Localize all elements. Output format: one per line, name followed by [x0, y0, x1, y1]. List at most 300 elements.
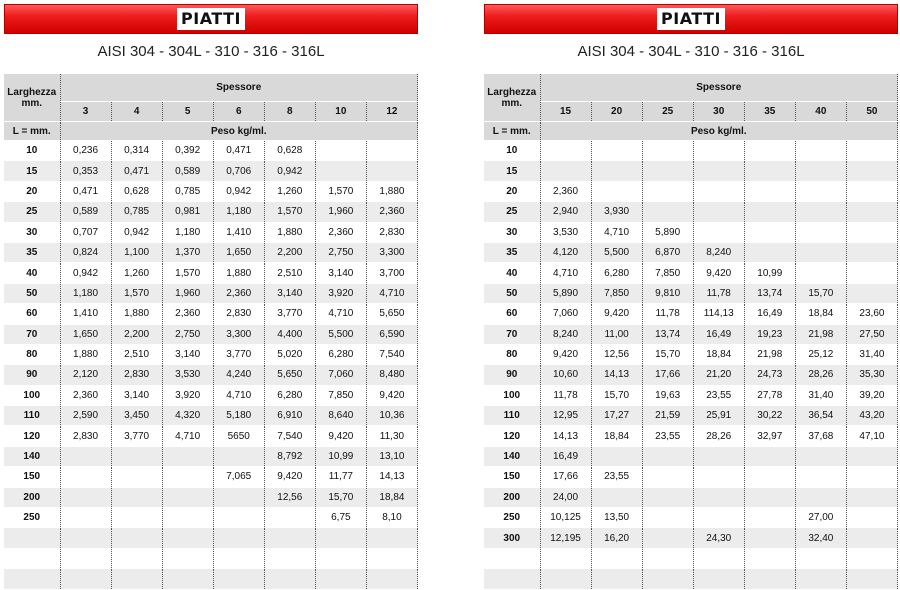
weight-cell	[795, 242, 846, 262]
weight-cell: 18,84	[366, 487, 417, 507]
weight-cell: 21,98	[744, 344, 795, 364]
weight-cell	[693, 548, 744, 568]
weight-cell	[111, 528, 162, 548]
weight-cell: 2,510	[111, 344, 162, 364]
thickness-col-header: 3	[60, 102, 111, 122]
weight-cell: 43,20	[846, 406, 897, 426]
weight-table	[484, 74, 898, 590]
weight-cell: 14,13	[540, 426, 591, 446]
weight-cell	[366, 548, 417, 568]
weight-cell: 16,49	[693, 324, 744, 344]
weight-cell: 6,870	[642, 242, 693, 262]
weight-cell: 3,930	[591, 202, 642, 222]
weight-cell: 0,942	[213, 181, 264, 201]
weight-cell	[591, 141, 642, 161]
table-row	[484, 181, 898, 201]
weight-cell: 3,920	[162, 385, 213, 405]
subtitle: AISI 304 - 304L - 310 - 316 - 316L	[97, 43, 325, 60]
weight-cell	[744, 242, 795, 262]
weight-cell: 3,140	[315, 263, 366, 283]
weight-cell: 27,00	[795, 508, 846, 528]
table-row	[484, 344, 898, 364]
table-row	[4, 406, 418, 426]
table-row	[484, 304, 898, 324]
weight-cell: 0,628	[111, 181, 162, 201]
weight-cell	[591, 487, 642, 507]
thickness-header: Spessore	[60, 74, 418, 102]
width-cell: 150	[4, 467, 60, 487]
page-title: PIATTI	[657, 8, 725, 30]
weight-cell	[846, 528, 897, 548]
weight-cell: 6,280	[264, 385, 315, 405]
weight-cell	[846, 487, 897, 507]
table-row	[4, 222, 418, 242]
weight-cell: 10,99	[315, 446, 366, 466]
weight-cell: 14,13	[591, 365, 642, 385]
weight-cell	[60, 487, 111, 507]
title-banner	[484, 4, 898, 34]
width-cell: 250	[4, 508, 60, 528]
weight-cell: 5,890	[642, 222, 693, 242]
width-header-label: Larghezza	[7, 86, 57, 98]
weight-cell	[795, 222, 846, 242]
weight-cell: 25,12	[795, 344, 846, 364]
weight-cell: 15,70	[795, 283, 846, 303]
weight-cell	[60, 446, 111, 466]
thickness-col-header: 25	[642, 102, 693, 122]
weight-cell	[642, 181, 693, 201]
thickness-col-header: 35	[744, 102, 795, 122]
weight-cell: 3,300	[366, 242, 417, 262]
weight-cell: 0,942	[111, 222, 162, 242]
weight-cell: 21,98	[795, 324, 846, 344]
weight-cell: 16,49	[540, 446, 591, 466]
table-row	[484, 426, 898, 446]
weight-cell: 2,360	[162, 304, 213, 324]
width-cell: 30	[484, 222, 540, 242]
width-header-unit: mm.	[501, 97, 523, 109]
weight-cell: 11,78	[540, 385, 591, 405]
weight-cell: 8,792	[264, 446, 315, 466]
weight-cell: 5,500	[591, 242, 642, 262]
weight-cell: 1,260	[111, 263, 162, 283]
table-row	[4, 548, 418, 568]
weight-cell: 1,180	[60, 283, 111, 303]
weight-cell	[642, 141, 693, 161]
weight-cell: 0,392	[162, 141, 213, 161]
thickness-col-header: 5	[162, 102, 213, 122]
weight-cell: 1,410	[60, 304, 111, 324]
weight-cell	[162, 467, 213, 487]
weight-cell: 2,830	[111, 365, 162, 385]
table-row	[4, 467, 418, 487]
title-banner	[4, 4, 418, 34]
weight-cell: 8,480	[366, 365, 417, 385]
weight-cell: 19,63	[642, 385, 693, 405]
width-cell: 60	[484, 304, 540, 324]
weight-cell	[744, 141, 795, 161]
weight-cell: 3,530	[162, 365, 213, 385]
weight-cell: 7,540	[366, 344, 417, 364]
table-row	[4, 202, 418, 222]
weight-cell: 16,20	[591, 528, 642, 548]
weight-cell: 0,589	[162, 161, 213, 181]
weight-cell: 17,66	[642, 365, 693, 385]
table-row	[484, 161, 898, 181]
weight-cell: 7,060	[540, 304, 591, 324]
table-row	[4, 487, 418, 507]
weight-cell: 7,065	[213, 467, 264, 487]
weight-cell: 31,40	[846, 344, 897, 364]
weight-cell: 1,880	[264, 222, 315, 242]
weight-cell: 2,750	[162, 324, 213, 344]
weight-cell: 6,280	[591, 263, 642, 283]
weight-cell: 1,880	[366, 181, 417, 201]
weight-cell: 0,981	[162, 202, 213, 222]
width-header	[4, 74, 60, 122]
weight-cell	[315, 141, 366, 161]
table-row	[484, 141, 898, 161]
width-cell: 30	[4, 222, 60, 242]
weight-cell	[213, 446, 264, 466]
weight-cell	[591, 569, 642, 589]
width-cell: 250	[484, 508, 540, 528]
weight-cell: 11,78	[693, 283, 744, 303]
weight-cell: 2,360	[540, 181, 591, 201]
weight-cell	[315, 161, 366, 181]
weight-cell	[795, 569, 846, 589]
weight-cell: 12,56	[591, 344, 642, 364]
weight-cell: 9,420	[264, 467, 315, 487]
weight-cell: 6,590	[366, 324, 417, 344]
weight-cell	[846, 467, 897, 487]
weight-cell	[846, 222, 897, 242]
weight-cell: 5,650	[366, 304, 417, 324]
weight-cell: 1,260	[264, 181, 315, 201]
weight-cell	[213, 508, 264, 528]
table-row	[484, 508, 898, 528]
weight-cell	[540, 548, 591, 568]
weight-cell: 7,850	[315, 385, 366, 405]
width-cell: 70	[4, 324, 60, 344]
weight-cell: 8,640	[315, 406, 366, 426]
width-cell: 100	[484, 385, 540, 405]
table-row	[484, 528, 898, 548]
weight-cell	[213, 487, 264, 507]
width-cell: 80	[4, 344, 60, 364]
weight-cell: 28,26	[693, 426, 744, 446]
table-row	[484, 446, 898, 466]
weight-unit-label: Peso kg/ml.	[540, 122, 898, 141]
weight-cell	[111, 548, 162, 568]
weight-cell: 1,570	[315, 181, 366, 201]
weight-table	[4, 74, 418, 590]
width-cell: 15	[484, 161, 540, 181]
width-cell: 10	[4, 141, 60, 161]
weight-cell	[846, 283, 897, 303]
weight-cell: 4,320	[162, 406, 213, 426]
weight-cell: 15,70	[642, 344, 693, 364]
width-cell: 110	[4, 406, 60, 426]
table-row	[4, 141, 418, 161]
weight-cell: 3,770	[111, 426, 162, 446]
weight-cell: 8,240	[693, 242, 744, 262]
weight-cell	[540, 161, 591, 181]
width-cell: 25	[4, 202, 60, 222]
weight-cell: 4,240	[213, 365, 264, 385]
weight-cell: 1,880	[111, 304, 162, 324]
weight-cell: 3,140	[111, 385, 162, 405]
table-row	[484, 487, 898, 507]
weight-cell: 24,00	[540, 487, 591, 507]
weight-cell: 15,70	[315, 487, 366, 507]
weight-cell: 1,650	[213, 242, 264, 262]
table-row	[484, 283, 898, 303]
weight-cell: 39,20	[846, 385, 897, 405]
weight-cell	[795, 487, 846, 507]
thickness-col-header: 15	[540, 102, 591, 122]
weight-cell	[111, 467, 162, 487]
weight-cell: 36,54	[795, 406, 846, 426]
weight-cell: 23,55	[591, 467, 642, 487]
weight-cell: 2,200	[264, 242, 315, 262]
weight-cell: 1,100	[111, 242, 162, 262]
weight-cell: 13,10	[366, 446, 417, 466]
weight-cell	[846, 569, 897, 589]
width-cell: 80	[484, 344, 540, 364]
weight-cell	[693, 141, 744, 161]
weight-cell	[846, 263, 897, 283]
weight-cell	[795, 446, 846, 466]
table-row	[484, 242, 898, 262]
width-cell	[4, 569, 60, 589]
thickness-col-header: 6	[213, 102, 264, 122]
weight-cell	[60, 528, 111, 548]
weight-cell	[315, 528, 366, 548]
weight-cell	[111, 446, 162, 466]
width-cell: 120	[484, 426, 540, 446]
weight-cell: 11,77	[315, 467, 366, 487]
weight-cell: 24,30	[693, 528, 744, 548]
width-header-unit: mm.	[21, 97, 43, 109]
weight-cell	[846, 202, 897, 222]
weight-cell: 12,195	[540, 528, 591, 548]
weight-cell	[264, 508, 315, 528]
weight-cell: 4,710	[540, 263, 591, 283]
weight-cell	[60, 467, 111, 487]
weight-cell: 1,960	[315, 202, 366, 222]
weight-cell: 10,36	[366, 406, 417, 426]
weight-cell	[642, 446, 693, 466]
weight-cell: 0,942	[60, 263, 111, 283]
weight-cell	[693, 161, 744, 181]
weight-cell: 10,60	[540, 365, 591, 385]
weight-cell: 37,68	[795, 426, 846, 446]
weight-cell	[540, 569, 591, 589]
weight-cell: 3,140	[264, 283, 315, 303]
weight-cell: 0,471	[213, 141, 264, 161]
weight-cell	[642, 202, 693, 222]
width-cell: 15	[4, 161, 60, 181]
weight-cell: 3,770	[213, 344, 264, 364]
weight-cell: 10,125	[540, 508, 591, 528]
weight-cell: 3,920	[315, 283, 366, 303]
weight-cell	[591, 181, 642, 201]
weight-cell: 11,30	[366, 426, 417, 446]
weight-unit-label: Peso kg/ml.	[60, 122, 418, 141]
weight-cell	[744, 161, 795, 181]
weight-cell	[693, 569, 744, 589]
weight-cell	[591, 161, 642, 181]
weight-cell: 13,74	[744, 283, 795, 303]
weight-cell	[111, 508, 162, 528]
length-unit-label: L = mm.	[484, 122, 540, 141]
weight-cell: 11,00	[591, 324, 642, 344]
length-unit-label: L = mm.	[4, 122, 60, 141]
weight-cell	[846, 242, 897, 262]
weight-cell: 114,13	[693, 304, 744, 324]
weight-cell	[693, 487, 744, 507]
thickness-col-header: 8	[264, 102, 315, 122]
width-cell: 100	[4, 385, 60, 405]
weight-cell	[693, 446, 744, 466]
weight-cell	[693, 467, 744, 487]
table-row	[4, 365, 418, 385]
width-cell: 10	[484, 141, 540, 161]
weight-cell: 0,707	[60, 222, 111, 242]
weight-cell	[60, 508, 111, 528]
width-cell: 35	[484, 242, 540, 262]
table-row	[4, 324, 418, 344]
weight-cell	[795, 161, 846, 181]
weight-cell: 0,824	[60, 242, 111, 262]
weight-cell: 23,55	[693, 385, 744, 405]
weight-cell: 2,360	[366, 202, 417, 222]
table-row	[4, 263, 418, 283]
weight-cell: 5650	[213, 426, 264, 446]
weight-cell	[315, 548, 366, 568]
weight-cell: 1,410	[213, 222, 264, 242]
weight-cell	[591, 446, 642, 466]
table-row	[484, 406, 898, 426]
weight-cell: 5,500	[315, 324, 366, 344]
weight-cell: 3,700	[366, 263, 417, 283]
weight-cell: 1,570	[264, 202, 315, 222]
weight-cell: 9,420	[591, 304, 642, 324]
weight-cell: 2,360	[315, 222, 366, 242]
weight-cell	[111, 487, 162, 507]
weight-cell: 47,10	[846, 426, 897, 446]
width-cell: 120	[4, 426, 60, 446]
weight-cell: 1,180	[162, 222, 213, 242]
weight-cell	[60, 548, 111, 568]
weight-cell: 23,55	[642, 426, 693, 446]
weight-cell	[642, 487, 693, 507]
table-row	[4, 569, 418, 589]
weight-cell: 2,360	[213, 283, 264, 303]
weight-cell	[846, 181, 897, 201]
weight-cell: 2,120	[60, 365, 111, 385]
weight-cell	[366, 569, 417, 589]
width-cell: 140	[4, 446, 60, 466]
weight-cell: 2,590	[60, 406, 111, 426]
weight-cell	[591, 548, 642, 568]
weight-cell	[693, 508, 744, 528]
weight-cell	[744, 548, 795, 568]
weight-cell	[744, 508, 795, 528]
weight-cell: 23,60	[846, 304, 897, 324]
weight-cell: 31,40	[795, 385, 846, 405]
weight-cell	[846, 161, 897, 181]
weight-cell: 2,830	[60, 426, 111, 446]
width-cell: 25	[484, 202, 540, 222]
table-row	[4, 161, 418, 181]
weight-cell: 24,73	[744, 365, 795, 385]
weight-cell	[642, 161, 693, 181]
weight-cell	[642, 508, 693, 528]
weight-cell	[366, 528, 417, 548]
weight-cell: 3,450	[111, 406, 162, 426]
weight-cell	[744, 202, 795, 222]
weight-cell	[744, 222, 795, 242]
width-cell: 200	[4, 487, 60, 507]
weight-cell	[162, 528, 213, 548]
weight-cell: 2,830	[213, 304, 264, 324]
weight-cell	[162, 569, 213, 589]
weight-cell: 0,589	[60, 202, 111, 222]
weight-cell	[795, 202, 846, 222]
width-cell: 20	[4, 181, 60, 201]
weight-cell	[213, 569, 264, 589]
weight-cell: 7,850	[642, 263, 693, 283]
width-cell: 70	[484, 324, 540, 344]
weight-cell: 4,710	[591, 222, 642, 242]
weight-cell: 0,785	[162, 181, 213, 201]
width-cell: 20	[484, 181, 540, 201]
weight-cell	[693, 222, 744, 242]
weight-cell: 1,180	[213, 202, 264, 222]
weight-cell: 4,710	[366, 283, 417, 303]
weight-cell: 2,360	[60, 385, 111, 405]
weight-cell	[795, 467, 846, 487]
table-row	[484, 548, 898, 568]
weight-cell: 21,20	[693, 365, 744, 385]
table-row	[4, 344, 418, 364]
thickness-col-header: 20	[591, 102, 642, 122]
width-cell: 140	[484, 446, 540, 466]
width-cell	[484, 548, 540, 568]
weight-cell	[642, 528, 693, 548]
weight-cell: 18,84	[591, 426, 642, 446]
thickness-col-header: 4	[111, 102, 162, 122]
weight-cell: 10,99	[744, 263, 795, 283]
table-row	[4, 426, 418, 446]
weight-cell: 25,91	[693, 406, 744, 426]
width-cell: 150	[484, 467, 540, 487]
table-row	[4, 528, 418, 548]
weight-cell: 17,27	[591, 406, 642, 426]
weight-cell: 2,940	[540, 202, 591, 222]
weight-cell	[795, 263, 846, 283]
width-cell	[484, 569, 540, 589]
weight-cell	[795, 141, 846, 161]
thickness-col-header: 50	[846, 102, 897, 122]
weight-cell: 8,240	[540, 324, 591, 344]
page-title: PIATTI	[177, 8, 245, 30]
thickness-col-header: 10	[315, 102, 366, 122]
weight-cell	[795, 548, 846, 568]
table-row	[4, 283, 418, 303]
